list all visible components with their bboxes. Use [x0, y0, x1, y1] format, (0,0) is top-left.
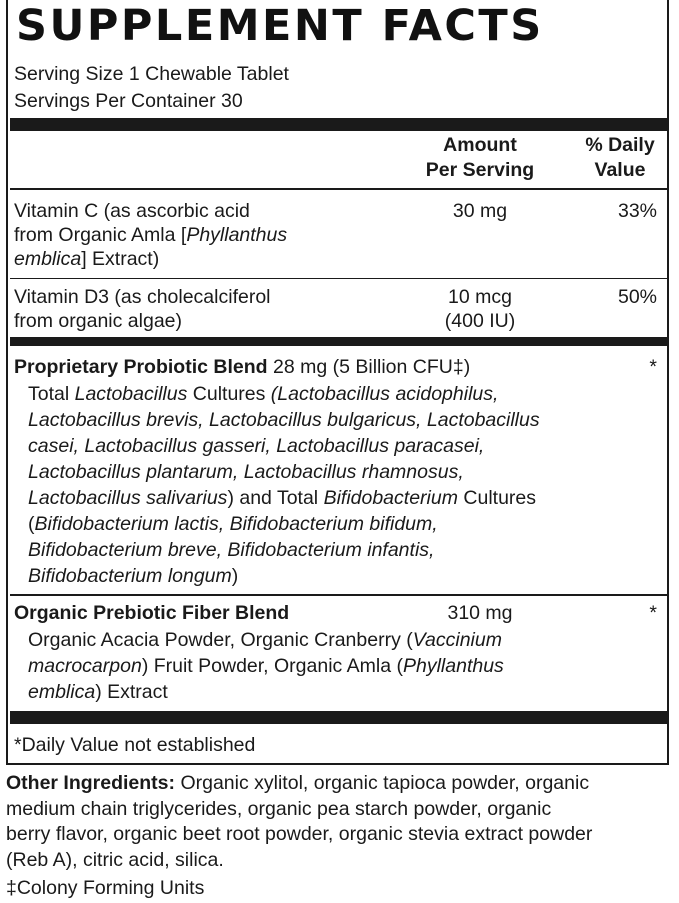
ingredient-line	[28, 485, 540, 511]
text-run: Bifidobacterium lactis, Bifidobacterium bifidum,	[34, 513, 438, 535]
serving-size: Serving Size 1 Chewable Tablet	[14, 63, 289, 85]
ingredient-line: casei, Lactobacillus gasseri, Lactobacillus paracasei,	[28, 435, 485, 457]
ingredient-line	[28, 627, 504, 653]
probiotic-blend-header	[14, 355, 470, 379]
nutrient-name-line: Vitamin D3 (as cholecalciferol	[14, 286, 271, 308]
nutrient-name-line: from organic algae)	[14, 310, 182, 332]
nutrient-name-vitamin-c	[14, 199, 287, 271]
servings-per-container: Servings Per Container 30	[14, 90, 243, 112]
dv-header-line1: % Daily	[585, 134, 655, 156]
text-run: ) Extract	[95, 681, 168, 703]
daily-value-header	[565, 133, 675, 182]
dv-header-line2: Value	[594, 159, 646, 181]
text-run: Cultures	[187, 383, 271, 405]
blend-divider	[10, 594, 667, 596]
nutrient-name-line: Vitamin C (as ascorbic acid	[14, 200, 250, 222]
ingredient-line: berry flavor, organic beet root powder, organic stevia extract powder	[6, 823, 593, 845]
text-run: emblica	[14, 248, 82, 270]
amount-line: 10 mcg	[448, 286, 512, 308]
text-run: Cultures	[457, 487, 536, 509]
text-run: Lactobacillus salivarius	[28, 487, 228, 509]
thick-divider	[10, 118, 667, 131]
nutrient-dv-vitamin-c: 33%	[617, 200, 657, 222]
prebiotic-amount: 310 mg	[447, 602, 513, 624]
text-run: Vaccinium	[412, 629, 502, 651]
amount-header-line2: Per Serving	[425, 159, 535, 181]
text-run: (Lactobacillus acidophilus,	[270, 383, 499, 405]
amount-header	[400, 133, 560, 182]
text-run: ] Extract)	[81, 248, 160, 270]
text-run: emblica	[28, 681, 96, 703]
text-run: from Organic Amla [	[14, 224, 187, 246]
text-run: Phyllanthus	[186, 224, 288, 246]
nutrient-name-line	[14, 223, 287, 247]
text-run: Phyllanthus	[402, 655, 504, 677]
medium-divider	[10, 337, 667, 346]
panel-title: SUPPLEMENT FACTS	[16, 1, 544, 51]
daily-value-footnote: *Daily Value not established	[14, 734, 256, 756]
ingredient-line	[28, 511, 540, 537]
ingredient-line: Lactobacillus brevis, Lactobacillus bulgaricus, Lactobacillus	[28, 409, 540, 431]
header-divider	[10, 188, 667, 190]
text-run: macrocarpon	[28, 655, 142, 677]
text-run: Bifidobacterium longum	[28, 565, 232, 587]
ingredient-line: Bifidobacterium breve, Bifidobacterium infantis,	[28, 539, 435, 561]
text-run: (	[28, 513, 35, 535]
amount-line: (400 IU)	[444, 310, 516, 332]
nutrient-name-line	[14, 247, 287, 271]
prebiotic-dv: *	[649, 602, 657, 624]
text-run: Organic xylitol, organic tapioca powder, organic	[175, 772, 590, 794]
row-divider	[10, 278, 667, 279]
ingredient-line	[28, 381, 540, 407]
ingredient-line	[6, 771, 592, 797]
prebiotic-blend-name: Organic Prebiotic Fiber Blend	[14, 602, 290, 624]
prebiotic-ingredients	[28, 627, 504, 705]
text-run: Total	[28, 383, 75, 405]
ingredient-line	[28, 563, 540, 589]
text-run: Lactobacillus	[74, 383, 188, 405]
blend-amount: 28 mg (5 Billion CFU‡)	[267, 356, 471, 378]
probiotic-dv: *	[649, 356, 657, 378]
text-run: ) Fruit Powder, Organic Amla (	[141, 655, 403, 677]
nutrient-amount-vitamin-c: 30 mg	[452, 200, 508, 222]
nutrient-name-vitamin-d3	[14, 285, 271, 333]
cfu-footnote: ‡Colony Forming Units	[6, 877, 205, 899]
text-run: ) and Total	[227, 487, 324, 509]
thick-divider-bottom	[10, 711, 667, 724]
other-ingredients	[6, 771, 592, 873]
nutrient-dv-vitamin-d3: 50%	[617, 286, 657, 308]
text-run: Organic Acacia Powder, Organic Cranberry (	[28, 629, 413, 651]
text-run: Bifidobacterium	[323, 487, 458, 509]
nutrient-amount-vitamin-d3	[400, 285, 560, 333]
ingredient-line: medium chain triglycerides, organic pea starch powder, organic	[6, 797, 552, 820]
ingredient-line	[28, 679, 504, 705]
blend-name: Proprietary Probiotic Blend	[14, 356, 268, 378]
ingredient-line: (Reb A), citric acid, silica.	[6, 848, 224, 871]
ingredient-line	[28, 653, 504, 679]
text-run: )	[231, 565, 239, 587]
ingredient-line: Lactobacillus plantarum, Lactobacillus rhamnosus,	[28, 461, 464, 483]
probiotic-ingredients	[28, 381, 540, 589]
amount-header-line1: Amount	[443, 134, 517, 156]
other-ingredients-label: Other Ingredients:	[6, 772, 176, 794]
